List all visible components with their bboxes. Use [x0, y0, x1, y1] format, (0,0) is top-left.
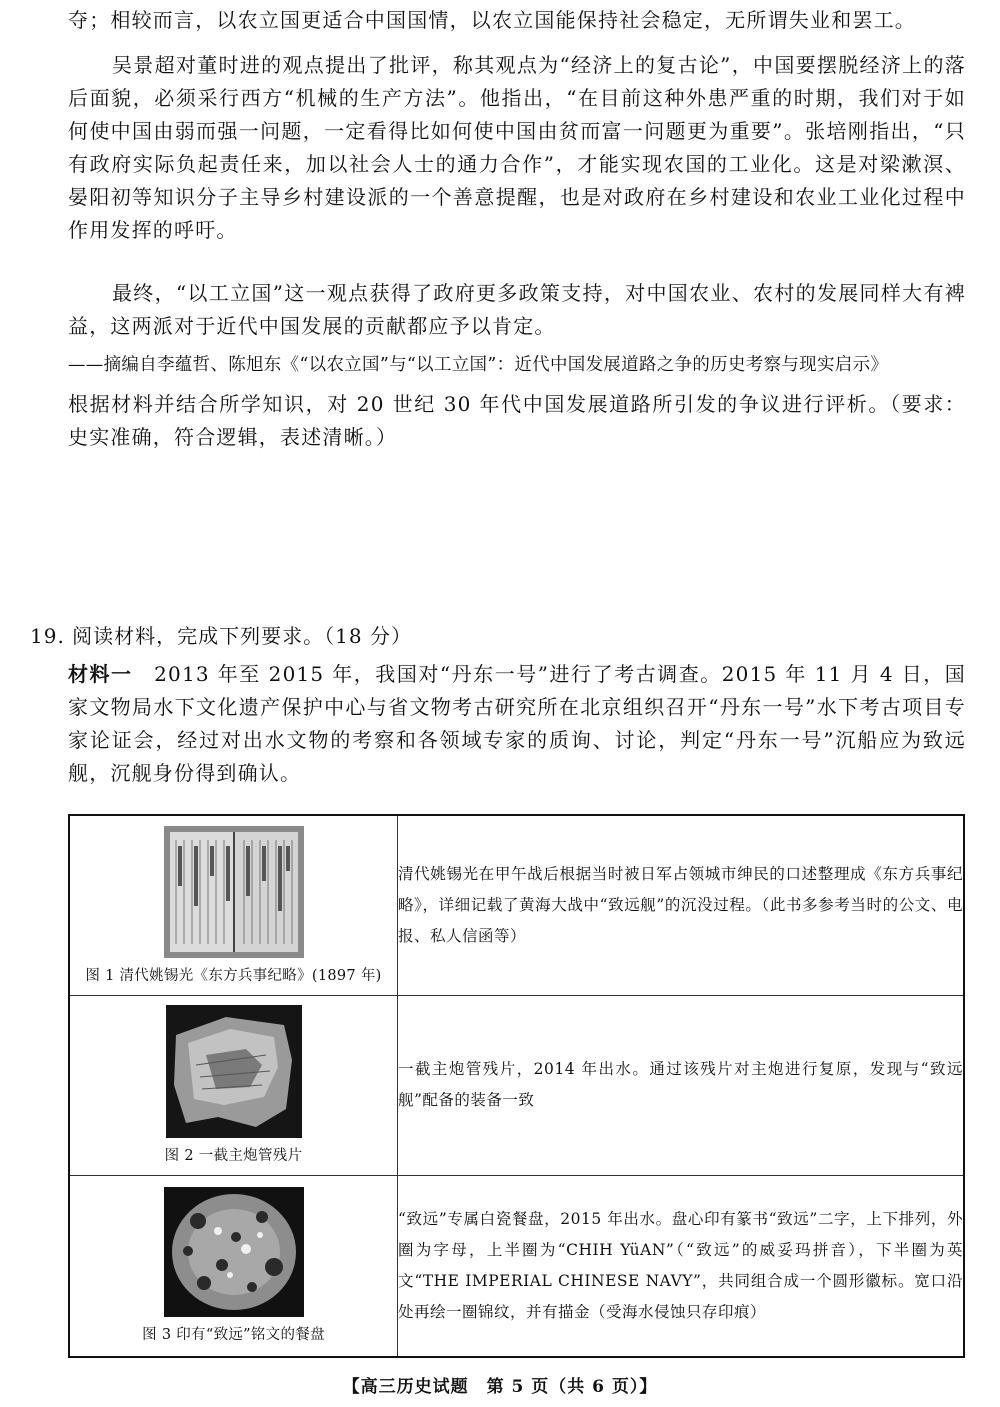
figure-3-description: “致远”专属白瓷餐盘，2015 年出水。盘心印有篆书“致远”二字，上下排列，外圈为字母，上半圈为“CHIH YüAN”（“致远”的威妥玛拼音），下半圈为英文“THE IMPERIAL CHINESE NAVY”，共同组合成一个圆形徽标。宽口沿处再绘一圈锦纹，并有描金（受海水侵蚀只存印痕） — [398, 1175, 965, 1357]
question-requirement: 根据材料并结合所学知识，对 20 世纪 30 年代中国发展道路所引发的争议进行评析。（要求：史实准确，符合逻辑，表述清晰。） — [68, 392, 966, 449]
passage-source: ——摘编自李蕴哲、陈旭东《“以农立国”与“以工立国”：近代中国发展道路之争的历史考察与现实启示》 — [68, 355, 889, 375]
passage-paragraph-3: 最终，“以工立国”这一观点获得了政府更多政策支持，对中国农业、农村的发展同样大有裨益，这两派对于近代中国发展的贡献都应予以肯定。 — [68, 281, 966, 338]
figure-3-caption: 图 3 印有“致远”铭文的餐盘 — [142, 1327, 325, 1344]
figure-2-cell — [69, 995, 398, 1175]
page-footer: 【高三历史试题 第 5 页（共 6 页）】 — [342, 1377, 658, 1397]
porcelain-plate-photo-icon — [164, 1187, 304, 1317]
figure-1-caption: 图 1 清代姚锡光《东方兵事纪略》(1897 年) — [85, 967, 382, 984]
material-1-paragraph — [68, 658, 966, 790]
figure-2-caption: 图 2 一截主炮管残片 — [164, 1148, 303, 1164]
material-1-text: 2013 年至 2015 年，我国对“丹东一号”进行了考古调查。2015 年 11 月 4 日，国家文物局水下文化遗产保护中心与省文物考古研究所在北京组织召开“丹东一号”水下考古项目专家论证会，经过对出水文物的考察和各领域专家的质询、讨论，判定“丹东一号”沉船应为致远舰，沉舰身份得到确认。 — [68, 662, 966, 785]
figure-1-cell — [69, 815, 398, 995]
table-row — [69, 995, 964, 1175]
figure-2-description: 一截主炮管残片，2014 年出水。通过该残片对主炮进行复原，发现与“致远舰”配备的装备一致 — [398, 995, 965, 1175]
old-book-photo-icon — [164, 826, 304, 958]
material-1-label: 材料一 — [68, 662, 133, 686]
question-19-title: 19. 阅读材料，完成下列要求。（18 分） — [30, 624, 412, 648]
table-row — [69, 1175, 964, 1357]
passage-paragraph-1: 夺；相较而言，以农立国更适合中国国情，以农立国能保持社会稳定，无所谓失业和罢工。 — [68, 8, 916, 32]
figure-1-description: 清代姚锡光在甲午战后根据当时被日军占领城市绅民的口述整理成《东方兵事纪略》，详细记载了黄海大战中“致远舰”的沉没过程。（此书多参考当时的公文、电报、私人信函等） — [398, 815, 965, 995]
table-row — [69, 815, 964, 995]
passage-paragraph-2: 吴景超对董时进的观点提出了批评，称其观点为“经济上的复古论”，中国要摆脱经济上的落后面貌，必须采行西方“机械的生产方法”。他指出，“在目前这种外患严重的时期，我们对于如何使中国由弱而强一问题，一定看得比如何使中国由贫而富一问题更为重要”。张培刚指出，“只有政府实际负起责任来，加以社会人士的通力合作”，才能实现农国的工业化。这是对梁漱溟、晏阳初等知识分子主导乡村建设派的一个善意提醒，也是对政府在乡村建设和农业工业化过程中作用发挥的呼吁。 — [68, 53, 966, 242]
figure-3-cell — [69, 1175, 398, 1357]
cannon-fragment-photo-icon — [166, 1005, 302, 1138]
material-table — [68, 814, 965, 1358]
